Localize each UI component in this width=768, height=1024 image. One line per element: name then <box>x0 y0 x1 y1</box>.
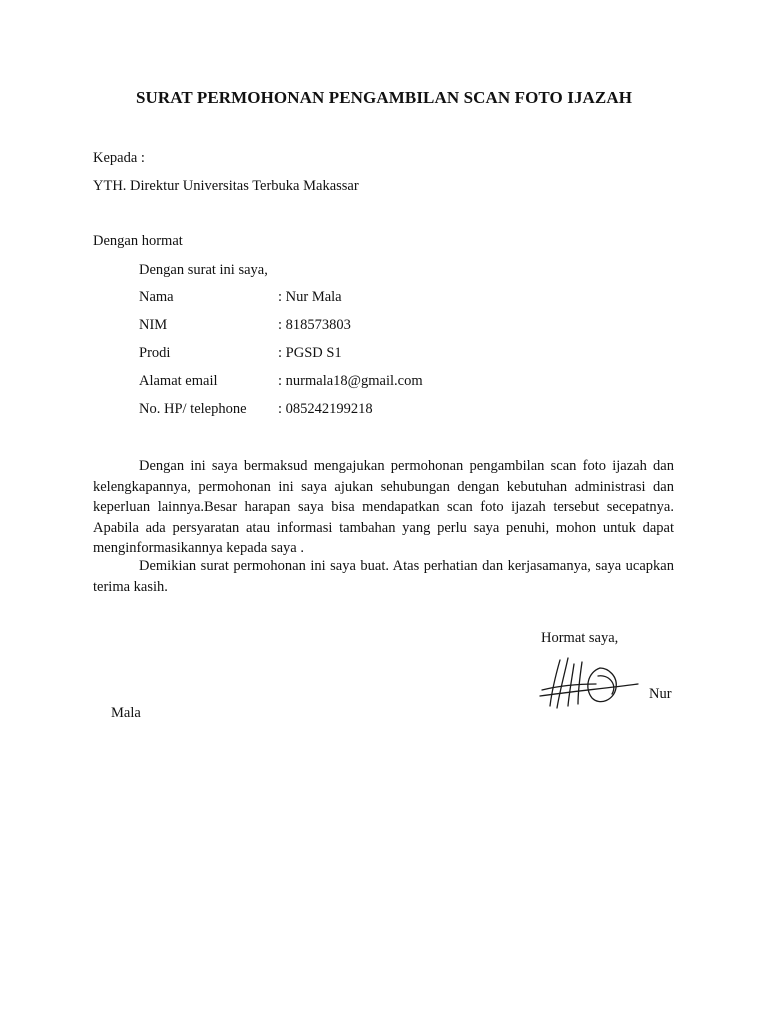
greeting: Dengan hormat <box>93 233 183 249</box>
field-value-nim: : 818573803 <box>278 317 351 333</box>
recipient: YTH. Direktur Universitas Terbuka Makassar <box>93 178 359 194</box>
signer-first-name: Nur <box>649 686 672 702</box>
handwritten-signature <box>538 654 640 712</box>
field-label-nim: NIM <box>139 317 168 333</box>
field-label-phone: No. HP/ telephone <box>139 401 247 417</box>
field-value-prodi: : PGSD S1 <box>278 345 342 361</box>
intro-line: Dengan surat ini saya, <box>139 262 268 278</box>
field-value-nama: : Nur Mala <box>278 289 342 305</box>
field-label-email: Alamat email <box>139 373 218 389</box>
field-value-phone: : 085242199218 <box>278 401 373 417</box>
field-label-nama: Nama <box>139 289 174 305</box>
to-label: Kepada : <box>93 150 145 166</box>
field-value-email: : nurmala18@gmail.com <box>278 373 423 389</box>
letter-title: SURAT PERMOHONAN PENGAMBILAN SCAN FOTO IJAZAH <box>135 88 633 107</box>
body-paragraph-1 <box>93 456 674 559</box>
signer-last-name: Mala <box>111 705 141 721</box>
closing: Hormat saya, <box>541 630 619 646</box>
body-paragraph-2-text: Demikian surat permohonan ini saya buat. Atas perhatian dan kerjasamanya, saya ucapkan terima kasih. <box>93 558 674 595</box>
field-label-prodi: Prodi <box>139 345 171 361</box>
body-paragraph-1-text: Dengan ini saya bermaksud mengajukan permohonan pengambilan scan foto ijazah dan kelengkapannya, permohonan ini saya ajukan sehubungan dengan kebutuhan administrasi dan keperluan lainnya.Besar harapan saya bisa mendapatkan scan foto ijazah tersebut secepatnya. Apabila ada persyaratan atau informasi tambahan yang perlu saya penuhi, mohon untuk dapat menginformasikannya kepada saya . <box>93 458 674 556</box>
body-paragraph-2 <box>93 556 674 597</box>
